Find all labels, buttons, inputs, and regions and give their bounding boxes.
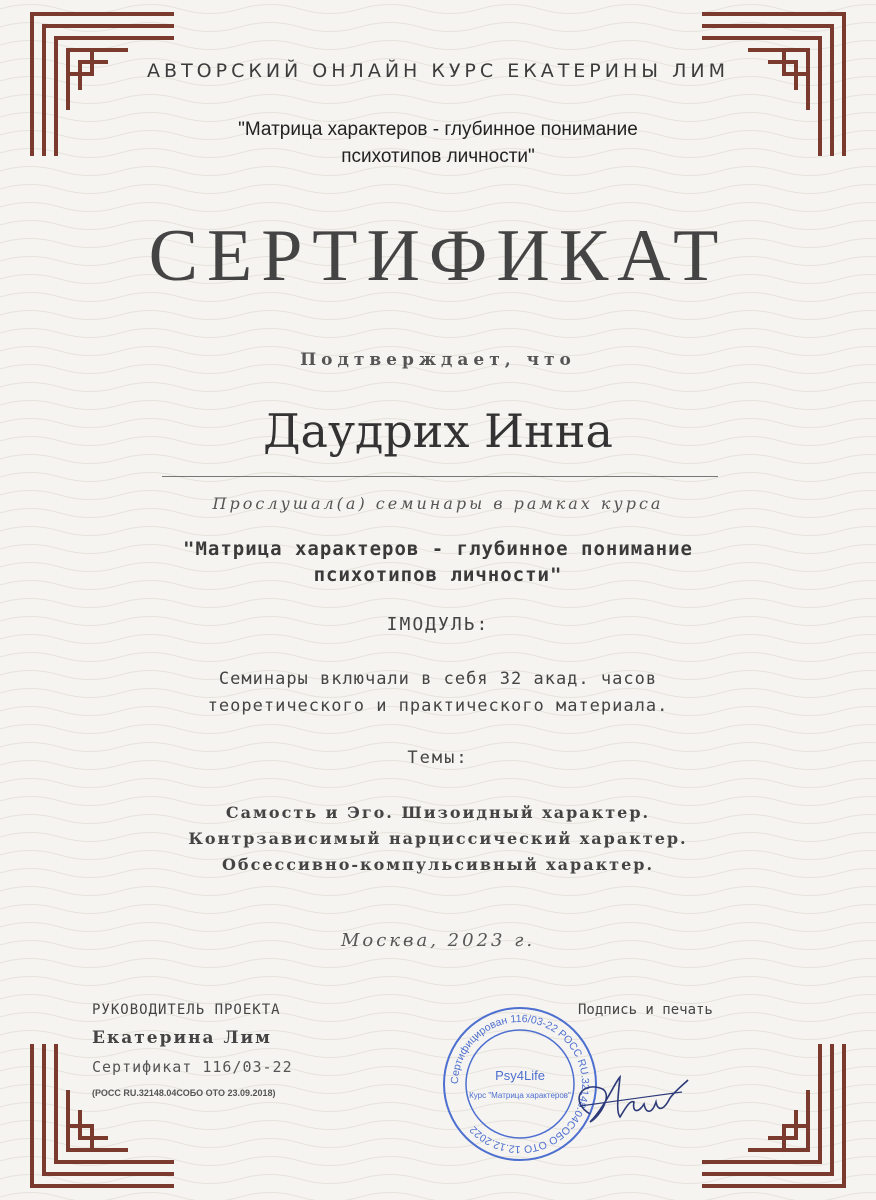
- certificate-title: СЕРТИФИКАТ: [148, 215, 728, 297]
- name-underline: [162, 476, 718, 477]
- topic-item: Самость и Эго. Шизоидный характер.: [225, 803, 651, 822]
- topics-label: Темы:: [407, 748, 469, 768]
- topic-item: Обсессивно-компульсивный характер.: [221, 855, 655, 874]
- certificate-number: Сертификат 116/03-22: [92, 1058, 293, 1076]
- corner-ornament-bottom-right: [698, 1040, 848, 1190]
- city-year: Москва, 2023 г.: [340, 930, 536, 951]
- handwritten-signature: [560, 1062, 690, 1132]
- seminars-line1: Семинары включали в себя 32 акад. часов: [218, 669, 658, 689]
- leader-role: РУКОВОДИТЕЛЬ ПРОЕКТА: [92, 1002, 281, 1018]
- stamp-brand: Psy4Life: [495, 1068, 545, 1083]
- stamp-course: Курс "Матрица характеров": [469, 1091, 571, 1100]
- leader-name: Екатерина Лим: [92, 1028, 272, 1048]
- seminars-description: [0, 666, 876, 720]
- module-label: IМОДУЛЬ:: [386, 614, 490, 635]
- course-title-top: [0, 116, 876, 170]
- stamp-ring-text: Сертифицирован 116/03-22 РОСС RU.32148.04СОБО ОТО 12.12.2022: [448, 1012, 592, 1156]
- certificate-registration: (РОСС RU.32148.04СОБО ОТО 23.09.2018): [92, 1088, 276, 1098]
- topics-list: [0, 800, 876, 878]
- confirms-text: Подтверждает, что: [300, 350, 576, 370]
- attended-text: Прослушал(а) семинары в рамках курса: [212, 494, 664, 513]
- signature-label: Подпись и печать: [578, 1002, 713, 1018]
- course-name-line2: психотипов личности": [313, 564, 563, 586]
- course-title-top-line2: психотипов личности": [341, 146, 535, 167]
- course-name-line1: "Матрица характеров - глубинное понимание: [183, 538, 693, 560]
- recipient-name: Даудрих Инна: [263, 404, 613, 458]
- topic-item: Контрзависимый нарциссический характер.: [188, 829, 688, 848]
- course-name: [0, 536, 876, 588]
- course-title-top-line1: "Матрица характеров - глубинное понимание: [238, 119, 638, 140]
- author-line: АВТОРСКИЙ ОНЛАЙН КУРС ЕКАТЕРИНЫ ЛИМ: [147, 60, 729, 82]
- seminars-line2: теоретического и практического материала.: [207, 696, 669, 716]
